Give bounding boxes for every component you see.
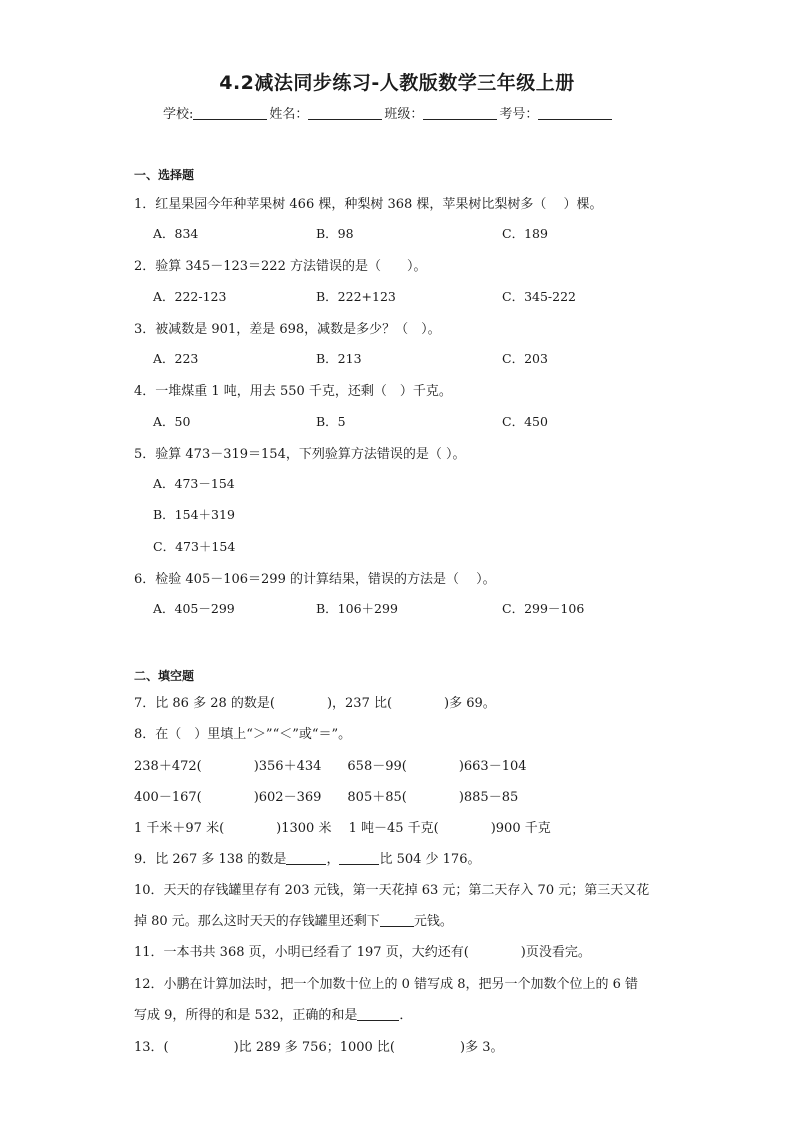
q9-blank-2[interactable] xyxy=(339,852,379,865)
question-9 xyxy=(134,848,480,867)
q12-part-1: 写成 9，所得的和是 532，正确的和是 xyxy=(134,1008,358,1023)
question-8: 8．在（ ）里填上“＞”“＜”或“＝”。 xyxy=(134,727,352,742)
student-info-line xyxy=(163,103,614,122)
name-blank[interactable] xyxy=(308,107,382,120)
q9-part-2: ， xyxy=(326,852,340,867)
q10-part-1: 掉 80 元。那么这时天天的存钱罐里还剩下 xyxy=(134,914,380,929)
question-3: 3．被减数是 901，差是 698，减数是多少？（ ）。 xyxy=(134,322,441,337)
q1-option-a[interactable]: A．834 xyxy=(153,226,199,241)
q6-option-c[interactable]: C．299－106 xyxy=(502,601,585,616)
q4-option-a[interactable]: A．50 xyxy=(153,414,191,429)
question-12-line-1: 12．小鹏在计算加法时，把一个加数十位上的 0 错写成 8，把另一个加数个位上的 6 错 xyxy=(134,977,639,992)
q8-row-3: 1 千米＋97 米( )1300 米 1 吨－45 千克( )900 千克 xyxy=(134,821,551,836)
q12-blank[interactable] xyxy=(357,1008,399,1021)
page-title: 4.2减法同步练习-人教版数学三年级上册 xyxy=(219,72,575,94)
q2-option-b[interactable]: B．222+123 xyxy=(316,289,396,304)
q6-option-a[interactable]: A．405－299 xyxy=(153,601,235,616)
class-blank[interactable] xyxy=(423,107,497,120)
q1-option-b[interactable]: B．98 xyxy=(316,226,354,241)
question-1: 1．红星果园今年种苹果树 466 棵，种梨树 368 棵，苹果树比梨树多（ ）棵。 xyxy=(134,197,603,212)
q3-option-a[interactable]: A．223 xyxy=(153,351,199,366)
question-10-line-1: 10．天天的存钱罐里存有 203 元钱，第一天花掉 63 元；第二天存入 70 元；第三天又花 xyxy=(134,883,650,898)
q3-option-b[interactable]: B．213 xyxy=(316,351,362,366)
question-4: 4．一堆煤重 1 吨，用去 550 千克，还剩（ ）千克。 xyxy=(134,384,452,399)
question-6: 6．检验 405－106＝299 的计算结果，错误的方法是（ ）。 xyxy=(134,572,496,587)
question-11: 11．一本书共 368 页，小明已经看了 197 页，大约还有( )页没看完。 xyxy=(134,945,591,960)
q1-option-c[interactable]: C．189 xyxy=(502,226,548,241)
q9-blank-1[interactable] xyxy=(286,852,326,865)
exam-number-blank[interactable] xyxy=(538,107,612,120)
q6-option-b[interactable]: B．106＋299 xyxy=(316,601,398,616)
q10-blank[interactable] xyxy=(380,914,414,927)
question-5: 5．验算 473－319＝154，下列验算方法错误的是（ ）。 xyxy=(134,447,466,462)
q4-option-c[interactable]: C．450 xyxy=(502,414,548,429)
q5-option-a[interactable]: A．473－154 xyxy=(153,476,235,491)
q2-option-c[interactable]: C．345-222 xyxy=(502,289,577,304)
q12-part-2: ． xyxy=(399,1008,413,1023)
question-2: 2．验算 345－123＝222 方法错误的是（ ）。 xyxy=(134,259,427,274)
q3-option-c[interactable]: C．203 xyxy=(502,351,548,366)
section-heading-fill-blank: 二、填空题 xyxy=(134,669,195,683)
exam-number-label: 考号： xyxy=(499,107,539,122)
q2-option-a[interactable]: A．222-123 xyxy=(153,289,227,304)
q10-part-2: 元钱。 xyxy=(413,914,453,929)
q4-option-b[interactable]: B．5 xyxy=(316,414,346,429)
q9-part-1: 9．比 267 多 138 的数是 xyxy=(134,852,287,867)
class-label: 班级： xyxy=(384,107,424,122)
q5-option-b[interactable]: B．154＋319 xyxy=(153,507,235,522)
q8-row-2: 400－167( )602－369 805＋85( )885－85 xyxy=(134,790,519,805)
school-label: 学校: xyxy=(163,107,194,122)
question-10-line-2 xyxy=(134,910,453,929)
school-blank[interactable] xyxy=(193,107,267,120)
question-12-line-2 xyxy=(134,1004,412,1023)
q9-part-3: 比 504 少 176。 xyxy=(379,852,481,867)
q5-option-c[interactable]: C．473＋154 xyxy=(153,539,236,554)
name-label: 姓名： xyxy=(269,107,309,122)
q8-row-1: 238＋472( )356＋434 658－99( )663－104 xyxy=(134,759,527,774)
section-heading-choice: 一、选择题 xyxy=(134,168,195,182)
question-7: 7．比 86 多 28 的数是( )，237 比( )多 69。 xyxy=(134,696,496,711)
question-13: 13．( )比 289 多 756；1000 比( )多 3。 xyxy=(134,1040,504,1055)
